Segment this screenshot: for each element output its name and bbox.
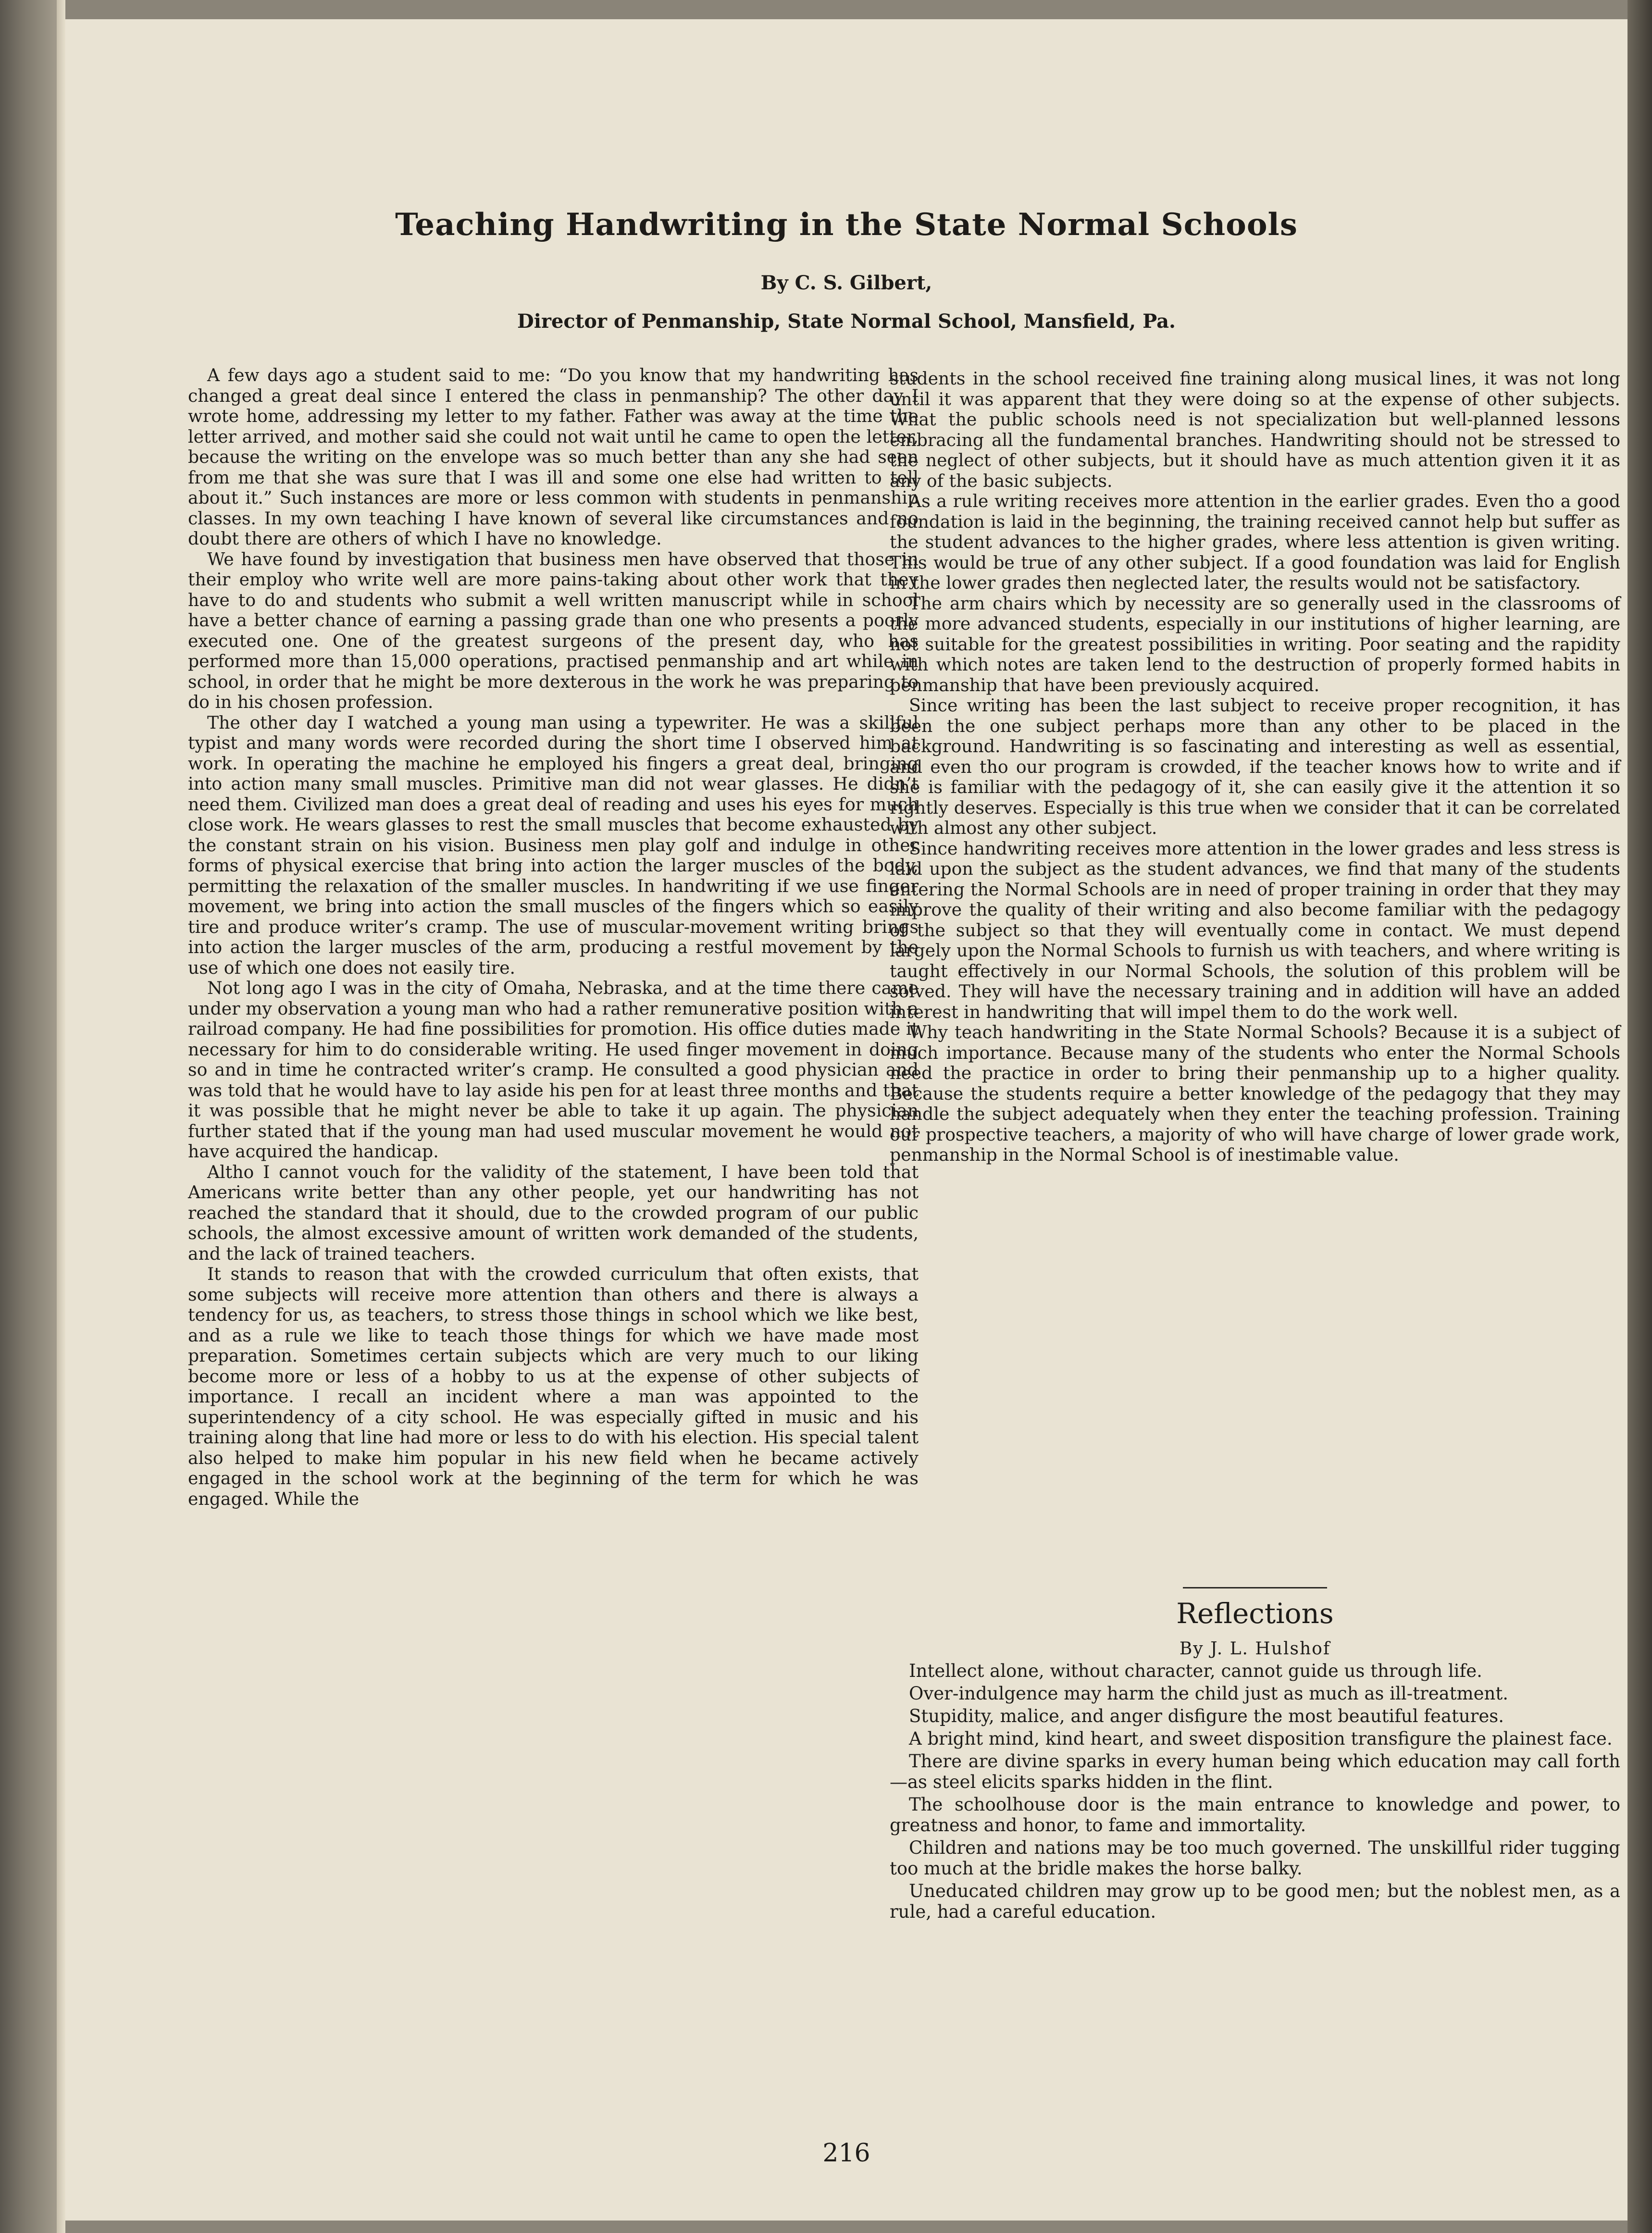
right-column xyxy=(890,369,1620,1166)
paragraph: Why teach handwriting in the State Normal Schools? Because it is a subject of much importance. Because many of the students who enter the Normal Schools need the practice in order to bring their penmanship up to a higher quality. Because the students require a better knowledge of the pedagogy that they may handle the subject adequately when they enter the teaching profession. Training our prospective teachers, a majority of who will have charge of lower grade work, penmanship in the Normal School is of inestimable value. xyxy=(890,1022,1620,1165)
paragraph: The arm chairs which by necessity are so generally used in the classrooms of the more advanced students, especially in our institutions of higher learning, are not suitable for the greatest possibilities in writing. Poor seating and the rapidity with which notes are taken lend to the destruction of properly formed habits in penmanship that have been previously acquired. xyxy=(890,593,1620,695)
paragraph: Altho I cannot vouch for the validity of the statement, I have been told that Americans write better than any other people, yet our handwriting has not reached the standard that it should, due to the crowded program of our public schools, the almost excessive amount of written work demanded of the students, and the lack of trained teachers. xyxy=(188,1161,919,1264)
reflection-item: There are divine sparks in every human being which education may call forth—as steel elicits sparks hidden in the flint. xyxy=(890,1751,1620,1792)
paragraph: A few days ago a student said to me: “Do you know that my handwriting has changed a great deal since I entered the class in penmanship? The other day I wrote home, addressing my letter to my father. Father was away at the time the letter arrived, and mother said she could not wait until he came to open the letter, because the writing on the envelope was so much better than any she had seen from me that she was sure that I was ill and some one else had written to tell about it.” Such instances are more or less common with students in penmanship classes. In my own teaching I have known of several like circumstances and no doubt there are others of which I have no knowledge. xyxy=(188,365,919,549)
reflection-item: The schoolhouse door is the main entrance to knowledge and power, to greatness and honor, to fame and immortality. xyxy=(890,1794,1620,1836)
reflection-item: Stupidity, malice, and anger disfigure the most beautiful features. xyxy=(909,1706,1504,1726)
paragraph: It stands to reason that with the crowded curriculum that often exists, that some subjects will receive more attention than others and there is always a tendency for us, as teachers, to stress those things in school which we like best, and as a rule we like to teach those things for which we have made most preparation. Sometimes certain subjects which are very much to our liking become more or less of a hobby to us at the expense of other subjects of importance. I recall an incident where a man was appointed to the superintendency of a city school. He was especially gifted in music and his training along that line had more or less to do with his election. His special talent also helped to make him popular in his new field when he became actively engaged in the school work at the beginning of the term for which he was engaged. While the xyxy=(188,1264,919,1509)
reflections-list xyxy=(890,1661,1620,1924)
paragraph: The other day I watched a young man using a typewriter. He was a skillful typist and many words were recorded during the short time I observed him at work. In operating the machine he employed his fingers a great deal, bringing into action many small muscles. Primitive man did not wear glasses. He didn’t need them. Civilized man does a great deal of reading and uses his eyes for much close work. He wears glasses to rest the small muscles that become exhausted by the constant strain on his vision. Business men play golf and indulge in other forms of physical exercise that bring into action the larger muscles of the body, permitting the relaxation of the smaller muscles. In handwriting if we use finger movement, we bring into action the small muscles of the fingers which so easily tire and produce writer’s cramp. The use of muscular-movement writing brings into action the larger muscles of the arm, producing a restful movement by the use of which one does not easily tire. xyxy=(188,712,919,978)
paragraph: We have found by investigation that business men have observed that those in their employ who write well are more pains-taking about other work that they have to do and students who submit a well written manuscript while in school have a better chance of earning a passing grade than one who presents a poorly executed one. One of the greatest surgeons of the present day, who has performed more than 15,000 operations, practised penmanship and art while in school, in order that he might be more dexterous in the work he was preparing to do in his chosen profession. xyxy=(188,548,919,712)
page-gutter xyxy=(57,0,65,2233)
document-page xyxy=(65,19,1627,2221)
paragraph: Not long ago I was in the city of Omaha, Nebraska, and at the time there came under my observation a young man who had a rather remunerative position with a railroad company. He had fine possibilities for promotion. His office duties made it necessary for him to do considerable writing. He used finger movement in doing so and in time he contracted writer’s cramp. He consulted a good physician and was told that he would have to lay aside his pen for at least three months and that it was possible that he might never be able to take it up again. The physician further stated that if the young man had used muscular movement he would not have acquired the handicap. xyxy=(188,978,919,1162)
page-number: 216 xyxy=(822,2139,870,2168)
article-affiliation: Director of Penmanship, State Normal School, Mansfield, Pa. xyxy=(517,310,1176,333)
left-column xyxy=(188,365,919,1509)
section-divider xyxy=(1183,1587,1327,1588)
reflection-item: Uneducated children may grow up to be good men; but the noblest men, as a rule, had a careful education. xyxy=(890,1881,1620,1922)
reflection-item: Children and nations may be too much governed. The unskillful rider tugging too much at the bridle makes the horse balky. xyxy=(890,1837,1620,1879)
paragraph: As a rule writing receives more attention in the earlier grades. Even tho a good foundation is laid in the beginning, the training received cannot help but suffer as the student advances to the higher grades, where less attention is given writing. This would be true of any other subject. If a good foundation was laid for English in the lower grades then neglected later, the results would not be satisfactory. xyxy=(890,491,1620,593)
article-byline: By C. S. Gilbert, xyxy=(760,272,932,294)
page-edge-shadow xyxy=(1627,0,1652,2233)
book-spine xyxy=(0,0,58,2233)
paragraph: Since handwriting receives more attention in the lower grades and less stress is laid upon the subject as the student advances, we find that many of the students entering the Normal Schools are in need of proper training in order that they may improve the quality of their writing and also become familiar with the pedagogy of the subject so that they will eventually come in contact. We must depend largely upon the Normal Schools to furnish us with teachers, and where writing is taught effectively in our Normal Schools, the solution of this problem will be solved. They will have the necessary training and in addition will have an added interest in handwriting that will impel them to do the work well. xyxy=(890,838,1620,1022)
reflection-item: A bright mind, kind heart, and sweet disposition transfigure the plainest face. xyxy=(909,1728,1613,1749)
paragraph: students in the school received fine training along musical lines, it was not long until it was apparent that they were doing so at the expense of other subjects. What the public schools need is not specialization but well-planned lessons embracing all the fundamental branches. Handwriting should not be stressed to the neglect of other subjects, but it should have as much attention given it it as any of the basic subjects. xyxy=(890,368,1620,491)
reflection-item: Over-indulgence may harm the child just as much as ill-treatment. xyxy=(909,1683,1508,1704)
article-title: Teaching Handwriting in the State Normal Schools xyxy=(395,207,1298,243)
reflections-title: Reflections xyxy=(1176,1597,1334,1630)
paragraph: Since writing has been the last subject to receive proper recognition, it has been the one subject perhaps more than any other to be placed in the background. Handwriting is so fascinating and interesting as well as essential, and even tho our program is crowded, if the teacher knows how to write and if she is familiar with the pedagogy of it, she can easily give it the attention it so rightly deserves. Especially is this true when we consider that it can be correlated with almost any other subject. xyxy=(890,695,1620,838)
reflections-byline: By J. L. Hulshof xyxy=(1179,1639,1331,1659)
reflection-item: Intellect alone, without character, cannot guide us through life. xyxy=(909,1661,1482,1681)
